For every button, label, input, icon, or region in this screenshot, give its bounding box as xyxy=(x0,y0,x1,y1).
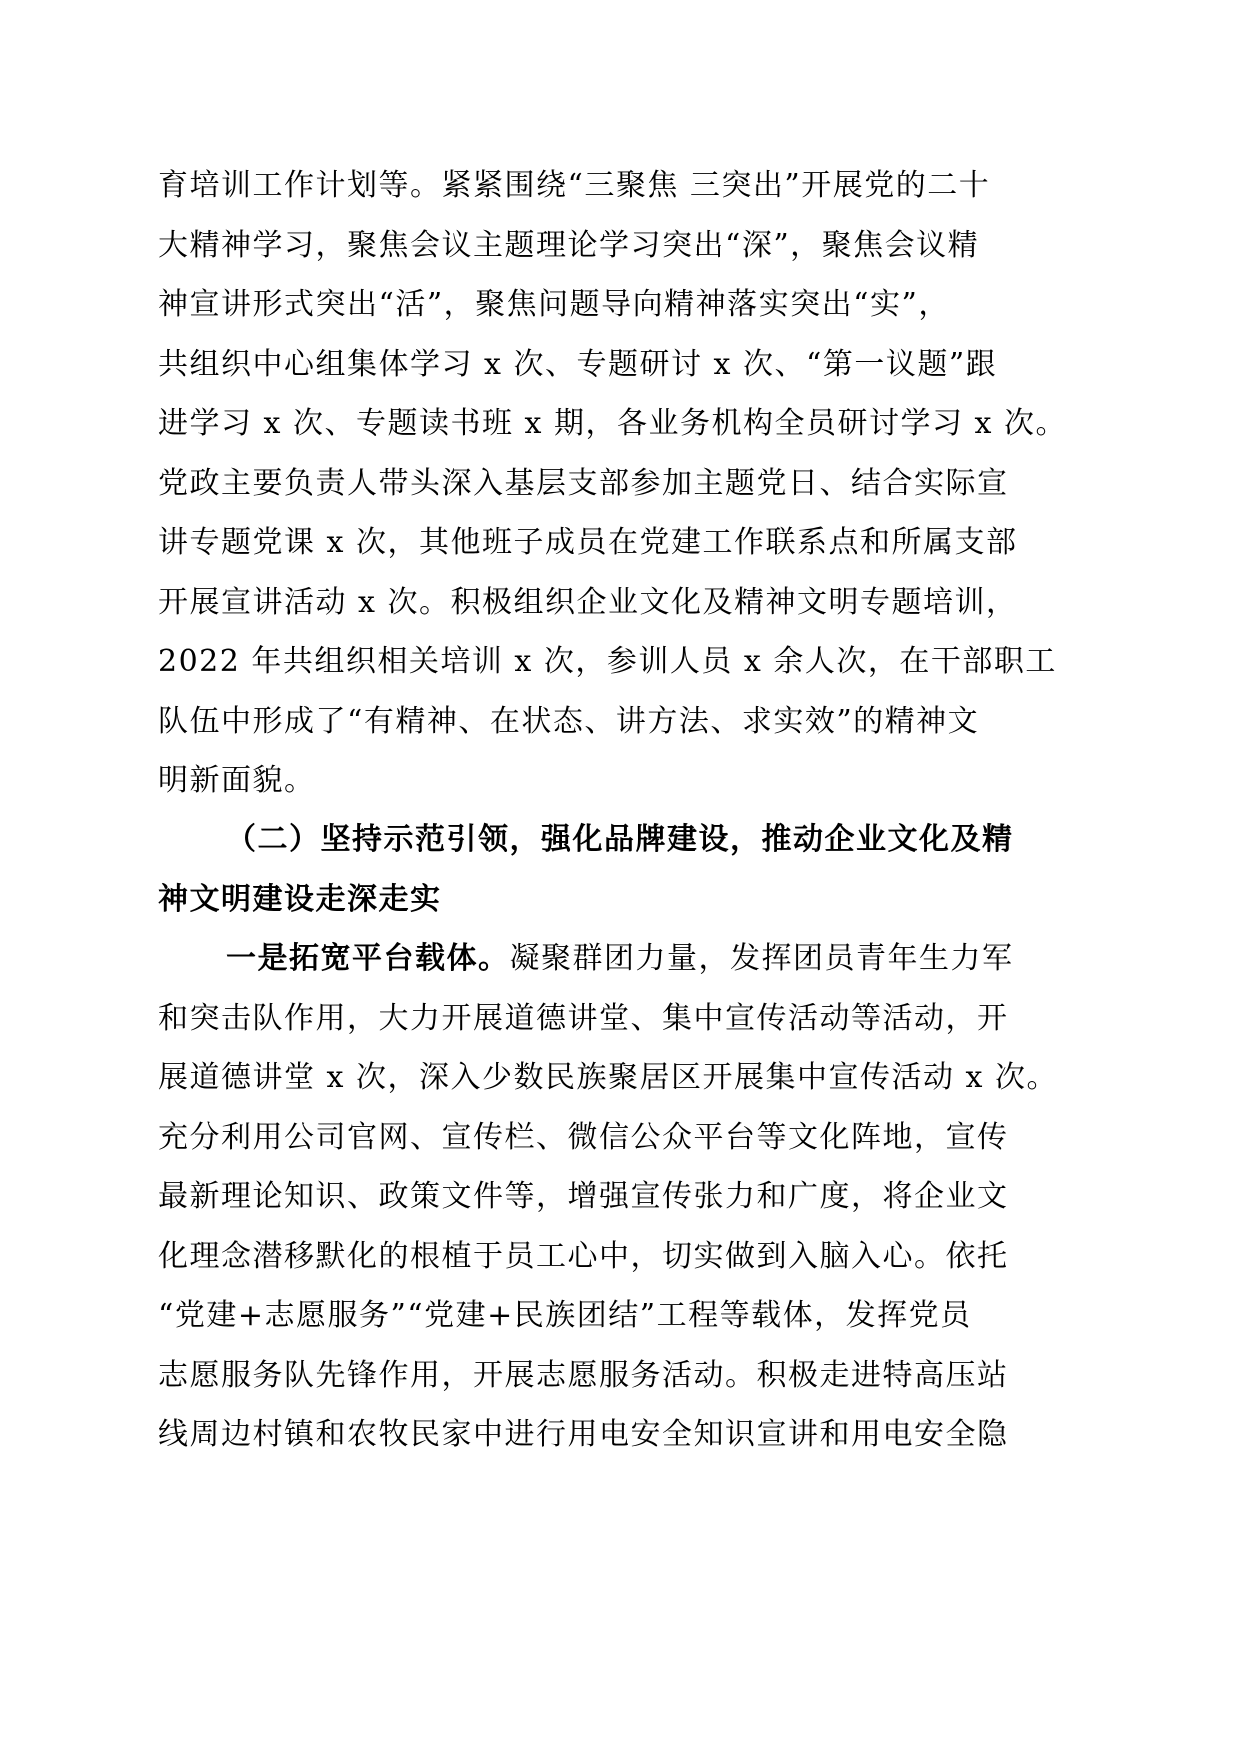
paragraph-2-lead: 一是拓宽平台载体。 xyxy=(226,941,510,976)
paragraph-1-line-5: 进学习 x 次、专题读书班 x 期，各业务机构全员研讨学习 x 次。 xyxy=(158,406,1067,441)
section-heading xyxy=(158,810,1068,929)
paragraph-2-line-8: 志愿服务队先锋作用，开展志愿服务活动。积极走进特高压站 xyxy=(158,1357,1009,1393)
paragraph-2-line-4: 充分利用公司官网、宣传栏、微信公众平台等文化阵地，宣传 xyxy=(158,1119,1009,1155)
paragraph-2-line-6: 化理念潜移默化的根植于员工心中，切实做到入脑入心。依托 xyxy=(158,1238,1009,1274)
paragraph-1-line-4: 共组织中心组集体学习 x 次、专题研讨 x 次、“第一议题”跟 xyxy=(158,346,998,382)
paragraph-2-line-1 xyxy=(158,929,1068,989)
paragraph-1-line-8: 开展宣讲活动 x 次。积极组织企业文化及精神文明专题培训， xyxy=(158,584,1018,620)
paragraph-1-line-7: 讲专题党课 x 次，其他班子成员在党建工作联系点和所属支部 xyxy=(158,525,1018,560)
paragraph-2-line-1-text: 凝聚群团力量，发挥团员青年生力军 xyxy=(509,941,1014,976)
paragraph-1-line-9: 2022 年共组织相关培训 x 次，参训人员 x 余人次，在干部职工 xyxy=(158,644,1057,679)
paragraph-1-line-6: 党政主要负责人带头深入基层支部参加主题党日、结合实际宣 xyxy=(158,465,1009,501)
section-heading-line-2: 神文明建设走深走实 xyxy=(158,881,442,917)
paragraph-1-line-11: 明新面貌。 xyxy=(158,763,316,798)
paragraph-2-line-3: 展道德讲堂 x 次，深入少数民族聚居区开展集中宣传活动 x 次。 xyxy=(158,1060,1058,1095)
paragraph-1-line-1: 育培训工作计划等。紧紧围绕“三聚焦 三突出”开展党的二十 xyxy=(158,168,991,203)
paragraph-2 xyxy=(158,929,1068,1465)
paragraph-2-line-9: 线周边村镇和农牧民家中进行用电安全知识宣讲和用电安全隐 xyxy=(158,1417,1009,1452)
section-heading-line-1: （二）坚持示范引领，强化品牌建设，推动企业文化及精 xyxy=(226,822,1014,857)
paragraph-1-line-3: 神宣讲形式突出“活”，聚焦问题导向精神落实突出“实”， xyxy=(158,287,950,322)
paragraph-2-line-7: “党建+志愿服务”“党建+民族团结”工程等载体，发挥党员 xyxy=(158,1298,972,1333)
paragraph-1-line-10: 队伍中形成了“有精神、在状态、讲方法、求实效”的精神文 xyxy=(158,703,980,739)
paragraph-1 xyxy=(158,156,1068,811)
paragraph-2-line-2: 和突击队作用，大力开展道德讲堂、集中宣传活动等活动，开 xyxy=(158,1000,1009,1036)
paragraph-1-line-2: 大精神学习，聚焦会议主题理论学习突出“深”，聚焦会议精 xyxy=(158,227,980,263)
paragraph-2-line-5: 最新理论知识、政策文件等，增强宣传张力和广度，将企业文 xyxy=(158,1179,1009,1214)
